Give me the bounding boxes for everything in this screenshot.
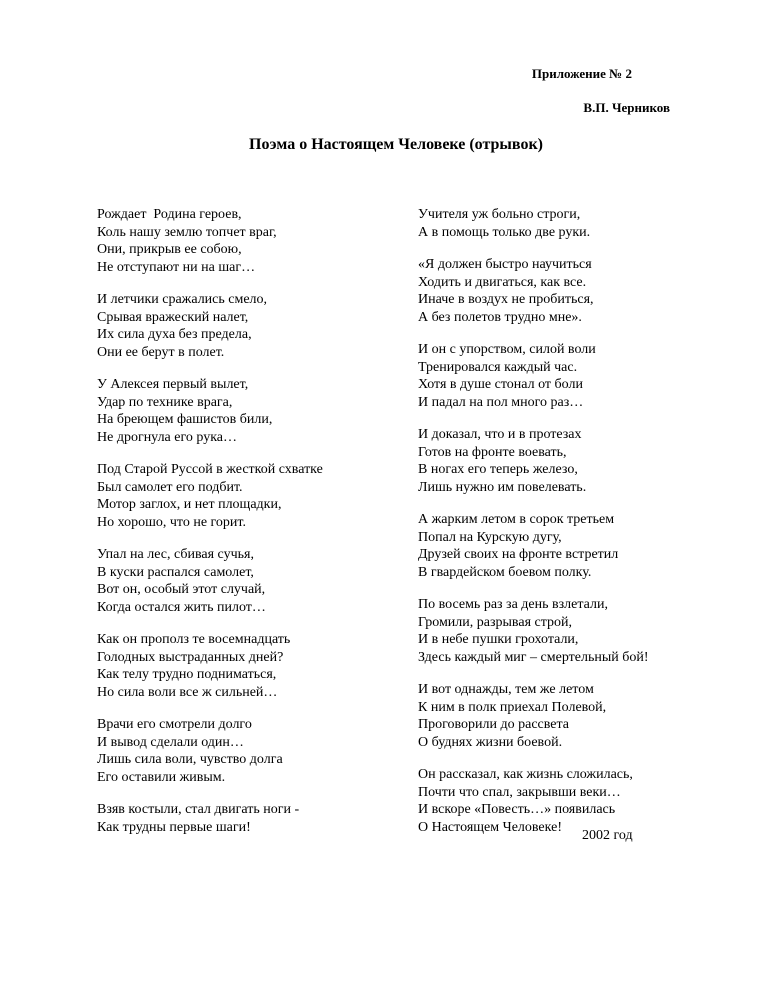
poem-line: Как он прополз те восемнадцать bbox=[97, 632, 291, 647]
poem-line: Не дрогнула его рука… bbox=[97, 429, 237, 445]
poem-line: Под Старой Руссой в жесткой схватке bbox=[97, 462, 323, 477]
poem-line: Проговорили до рассвета bbox=[418, 717, 569, 732]
poem-line: Но хорошо, что не горит. bbox=[97, 514, 246, 530]
poem-line: Они ее берут в полет. bbox=[97, 344, 225, 360]
poem-date: 2002 год bbox=[582, 828, 633, 843]
poem-line: Учителя уж больно строги, bbox=[418, 207, 581, 222]
poem-line: У Алексея первый вылет, bbox=[97, 377, 249, 392]
poem-line: «Я должен быстро научиться bbox=[418, 257, 592, 272]
poem-line: Громили, разрывая строй, bbox=[418, 614, 572, 630]
poem-line: И летчики сражались смело, bbox=[97, 292, 268, 307]
poem-line: Тренировался каждый час. bbox=[418, 359, 578, 375]
poem-line: В куски распался самолет, bbox=[97, 564, 254, 580]
stanza bbox=[97, 461, 387, 531]
poem-line: Друзей своих на фронте встретил bbox=[418, 547, 619, 562]
poem-line: В ногах его теперь железо, bbox=[418, 462, 578, 477]
stanza bbox=[418, 256, 718, 326]
poem-line: Они, прикрыв ее собою, bbox=[97, 242, 242, 257]
stanza bbox=[97, 546, 387, 616]
stanza bbox=[97, 801, 387, 836]
stanza bbox=[97, 376, 387, 446]
stanza bbox=[418, 341, 718, 411]
stanza bbox=[418, 426, 718, 496]
poem-line: Его оставили живым. bbox=[97, 769, 226, 785]
poem-line: Готов на фронте воевать, bbox=[418, 444, 567, 460]
poem-line: Вот он, особый этот случай, bbox=[97, 582, 266, 597]
poem-line: И в небе пушки грохотали, bbox=[418, 632, 579, 647]
poem-line: Удар по технике врага, bbox=[97, 394, 233, 410]
poem-line: О буднях жизни боевой. bbox=[418, 734, 563, 750]
poem-line: Как трудны первые шаги! bbox=[97, 819, 251, 835]
poem-line: Коль нашу землю топчет враг, bbox=[97, 224, 277, 240]
poem-line: Рождает Родина героев, bbox=[97, 207, 242, 222]
poem-line: Хотя в душе стонал от боли bbox=[418, 377, 583, 392]
poem-line: На бреющем фашистов били, bbox=[97, 412, 273, 427]
poem-line: Лишь сила воли, чувство долга bbox=[97, 752, 283, 767]
stanza bbox=[418, 206, 718, 241]
poem-line: О Настоящем Человеке! bbox=[418, 819, 562, 835]
poem-line: Голодных выстраданных дней? bbox=[97, 649, 284, 665]
poem-line: Срывая вражеский налет, bbox=[97, 309, 249, 325]
poem-line: Их сила духа без предела, bbox=[97, 327, 252, 342]
poem-title-text: Поэма о Настоящем Человеке (отрывок) bbox=[249, 136, 543, 153]
stanza bbox=[97, 716, 387, 786]
poem-line: Упал на лес, сбивая сучья, bbox=[97, 547, 254, 562]
poem-title bbox=[0, 136, 768, 154]
poem-line: Лишь нужно им повелевать. bbox=[418, 479, 587, 495]
poem-line: Ходить и двигаться, как все. bbox=[418, 274, 587, 290]
stanza bbox=[97, 206, 387, 276]
appendix-label: Приложение № 2 bbox=[531, 66, 632, 81]
poem-line: Почти что спал, закрывши веки… bbox=[418, 784, 621, 800]
poem-line: Попал на Курскую дугу, bbox=[418, 529, 562, 545]
poem-line: Когда остался жить пилот… bbox=[97, 599, 266, 615]
right-column bbox=[418, 206, 718, 851]
author-name: В.П. Черников bbox=[583, 100, 670, 115]
poem-line: И он с упорством, силой воли bbox=[418, 342, 596, 357]
poem-line: И вывод сделали один… bbox=[97, 734, 244, 750]
stanza bbox=[97, 631, 387, 701]
poem-line: И вот однажды, тем же летом bbox=[418, 682, 594, 697]
poem-line: А жарким летом в сорок третьем bbox=[418, 512, 615, 527]
poem-line: И вскоре «Повесть…» появилась bbox=[418, 802, 616, 817]
stanza bbox=[97, 291, 387, 361]
poem-line: Не отступают ни на шаг… bbox=[97, 259, 256, 275]
poem-line: Врачи его смотрели долго bbox=[97, 717, 252, 732]
poem-line: И падал на пол много раз… bbox=[418, 394, 584, 410]
poem-line: По восемь раз за день взлетали, bbox=[418, 597, 608, 612]
poem-line: Мотор заглох, и нет площадки, bbox=[97, 497, 282, 512]
poem-line: Взяв костыли, стал двигать ноги - bbox=[97, 802, 300, 817]
poem-line: Иначе в воздух не пробиться, bbox=[418, 292, 594, 307]
stanza bbox=[418, 681, 718, 751]
poem-line: Он рассказал, как жизнь сложилась, bbox=[418, 767, 633, 782]
poem-line: А без полетов трудно мне». bbox=[418, 309, 582, 325]
stanza bbox=[418, 596, 718, 666]
poem-line: А в помощь только две руки. bbox=[418, 224, 591, 240]
poem-line: Был самолет его подбит. bbox=[97, 479, 243, 495]
stanza bbox=[418, 766, 718, 836]
poem-line: К ним в полк приехал Полевой, bbox=[418, 699, 607, 715]
poem-line: Как телу трудно подниматься, bbox=[97, 667, 277, 682]
poem-line: В гвардейском боевом полку. bbox=[418, 564, 592, 580]
stanza bbox=[418, 511, 718, 581]
poem-line: Но сила воли все ж сильней… bbox=[97, 684, 278, 700]
left-column bbox=[97, 206, 387, 851]
poem-line: И доказал, что и в протезах bbox=[418, 427, 582, 442]
poem-line: Здесь каждый миг – смертельный бой! bbox=[418, 649, 649, 665]
